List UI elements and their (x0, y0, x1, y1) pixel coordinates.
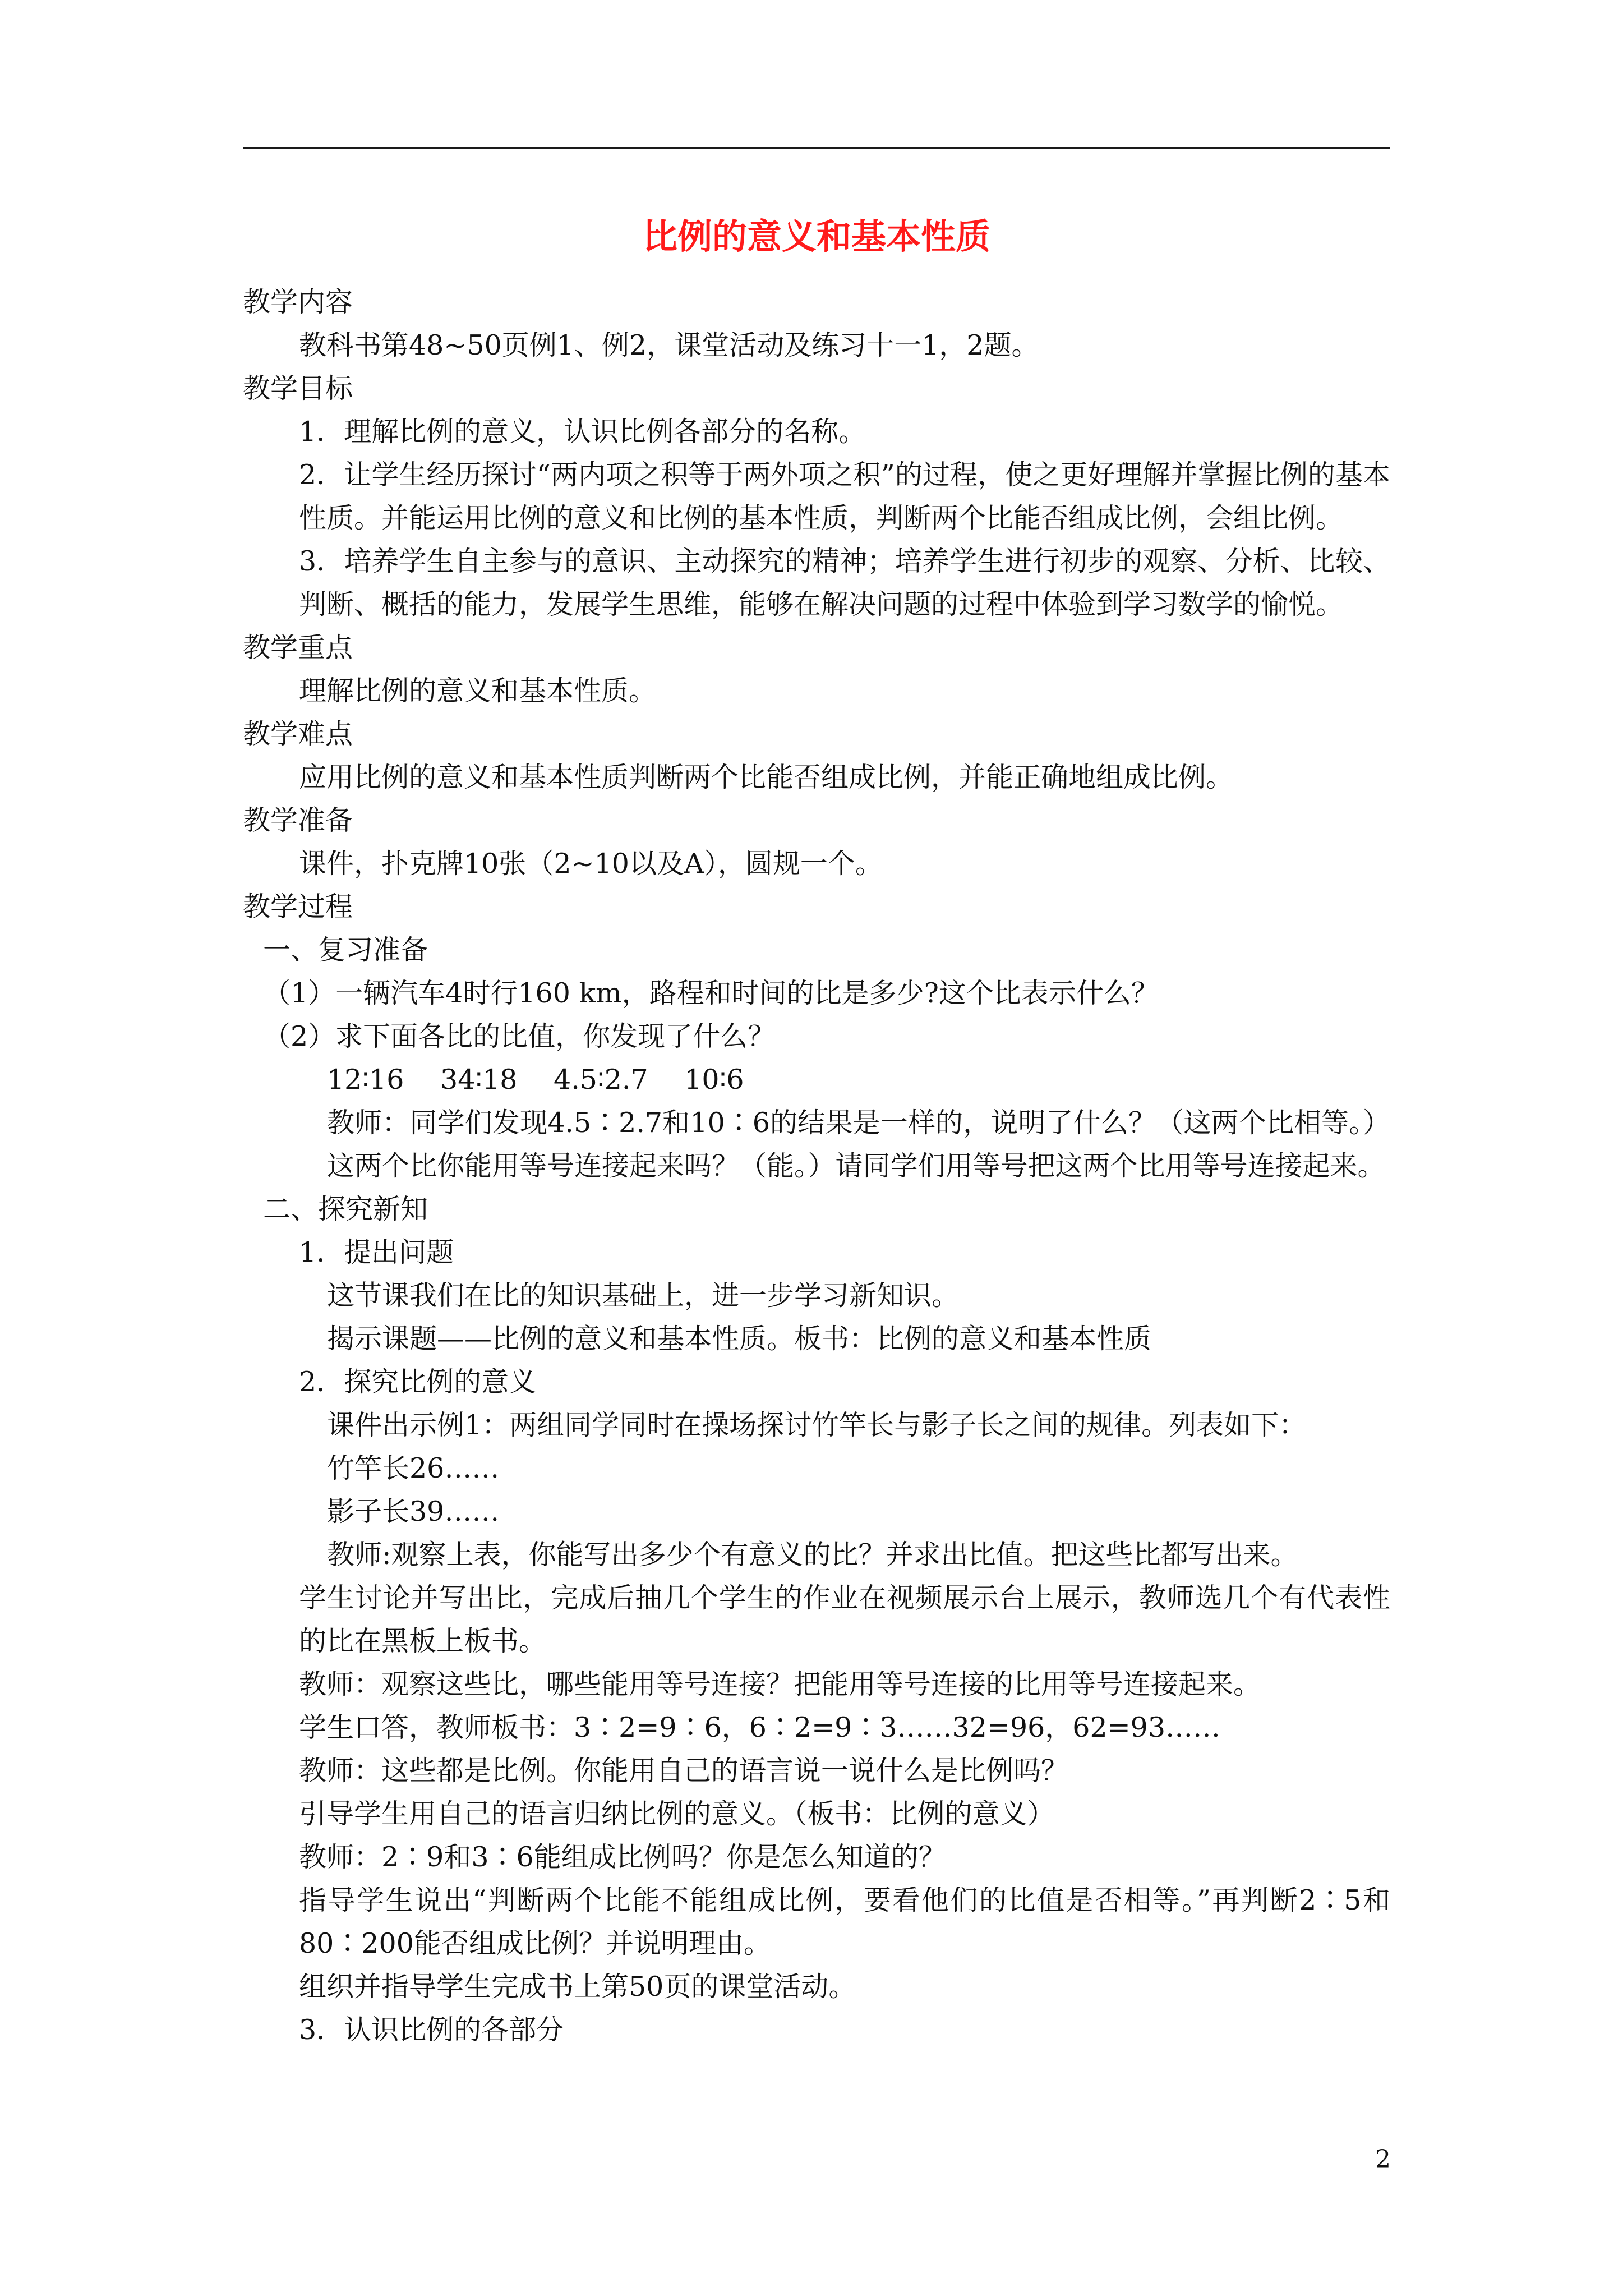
section-2-step-2f: 教师：观察这些比，哪些能用等号连接？把能用等号连接的比用等号连接起来。 (299, 1668, 1261, 1700)
heading-goals: 教学目标 (243, 372, 353, 404)
section-2-step-2j: 教师：2∶9和3∶6能组成比例吗？你是怎么知道的？ (299, 1841, 946, 1873)
page-title: 比例的意义和基本性质 (642, 216, 990, 257)
section-2-step-1b: 揭示课题——比例的意义和基本性质。板书：比例的意义和基本性质 (327, 1323, 1152, 1355)
paragraph-content: 教科书第48~50页例1、例2，课堂活动及练习十一1，2题。 (299, 329, 1039, 361)
document-body (243, 280, 1390, 2051)
section-1-q1: （1）一辆汽车4时行160 km，路程和时间的比是多少?这个比表示什么？ (263, 977, 1159, 1009)
section-2-step-2l: 组织并指导学生完成书上第50页的课堂活动。 (299, 1971, 856, 2003)
section-2-step-2h: 教师：这些都是比例。你能用自己的语言说一说什么是比例吗？ (299, 1755, 1069, 1787)
page-number: 2 (1375, 2145, 1391, 2174)
heading-difficult: 教学难点 (243, 718, 353, 750)
section-2-step-2i: 引导学生用自己的语言归纳比例的意义。（板书：比例的意义） (299, 1798, 1055, 1830)
paragraph-difficult: 应用比例的意义和基本性质判断两个比能否组成比例，并能正确地组成比例。 (299, 761, 1234, 793)
section-2-step-2c: 影子长39…… (327, 1496, 500, 1527)
section-2-step-1: 1．提出问题 (299, 1236, 454, 1268)
goal-3: 3．培养学生自主参与的意识、主动探究的精神；培养学生进行初步的观察、分析、比较、判断、概括的能力，发展学生思维，能够在解决问题的过程中体验到学习数学的愉悦。 (299, 545, 1390, 620)
heading-prep: 教学准备 (243, 804, 353, 836)
section-2-title: 二、探究新知 (263, 1193, 428, 1225)
section-2-step-2g: 学生口答，教师板书：3∶2=9∶6，6∶2=9∶3……32=96，62=93…… (299, 1711, 1221, 1743)
heading-content: 教学内容 (243, 286, 353, 318)
section-1-title: 一、复习准备 (263, 934, 428, 966)
goal-2: 2．让学生经历探讨“两内项之积等于两外项之积”的过程，使之更好理解并掌握比例的基本性质。并能运用比例的意义和比例的基本性质，判断两个比能否组成比例，会组比例。 (299, 459, 1390, 534)
paragraph-key: 理解比例的意义和基本性质。 (299, 675, 657, 707)
section-2-step-2b: 竹竿长26…… (327, 1452, 500, 1484)
goal-1: 1．理解比例的意义，认识比例各部分的名称。 (299, 416, 866, 448)
section-1-q2: （2）求下面各比的比值，你发现了什么？ (263, 1020, 776, 1052)
section-1-teacher: 教师：同学们发现4.5∶2.7和10∶6的结果是一样的，说明了什么？（这两个比相等。）这两个比你能用等号连接起来吗？（能。）请同学们用等号把这两个比用等号连接起来。 (327, 1107, 1390, 1182)
section-2-step-2: 2．探究比例的意义 (299, 1366, 537, 1398)
section-2-step-2e: 学生讨论并写出比，完成后抽几个学生的作业在视频展示台上展示，教师选几个有代表性的比在黑板上板书。 (299, 1582, 1390, 1657)
section-2-step-2d: 教师:观察上表，你能写出多少个有意义的比？并求出比值。把这些比都写出来。 (327, 1539, 1298, 1571)
heading-key: 教学重点 (243, 632, 353, 664)
paragraph-prep: 课件，扑克牌10张（2~10以及A），圆规一个。 (299, 848, 883, 880)
section-2-step-2a: 课件出示例1：两组同学同时在操场探讨竹竿长与影子长之间的规律。列表如下： (327, 1409, 1307, 1441)
section-1-ratios: 12∶16 34∶18 4.5∶2.7 10∶6 (327, 1064, 744, 1096)
section-2-step-2k: 指导学生说出“判断两个比能不能组成比例，要看他们的比值是否相等。”再判断2∶5和80∶200能否组成比例？并说明理由。 (299, 1884, 1390, 1959)
section-2-step-1a: 这节课我们在比的知识基础上，进一步学习新知识。 (327, 1280, 960, 1312)
heading-process: 教学过程 (243, 891, 353, 923)
section-2-step-3: 3．认识比例的各部分 (299, 2014, 564, 2046)
header-rule (243, 147, 1390, 149)
